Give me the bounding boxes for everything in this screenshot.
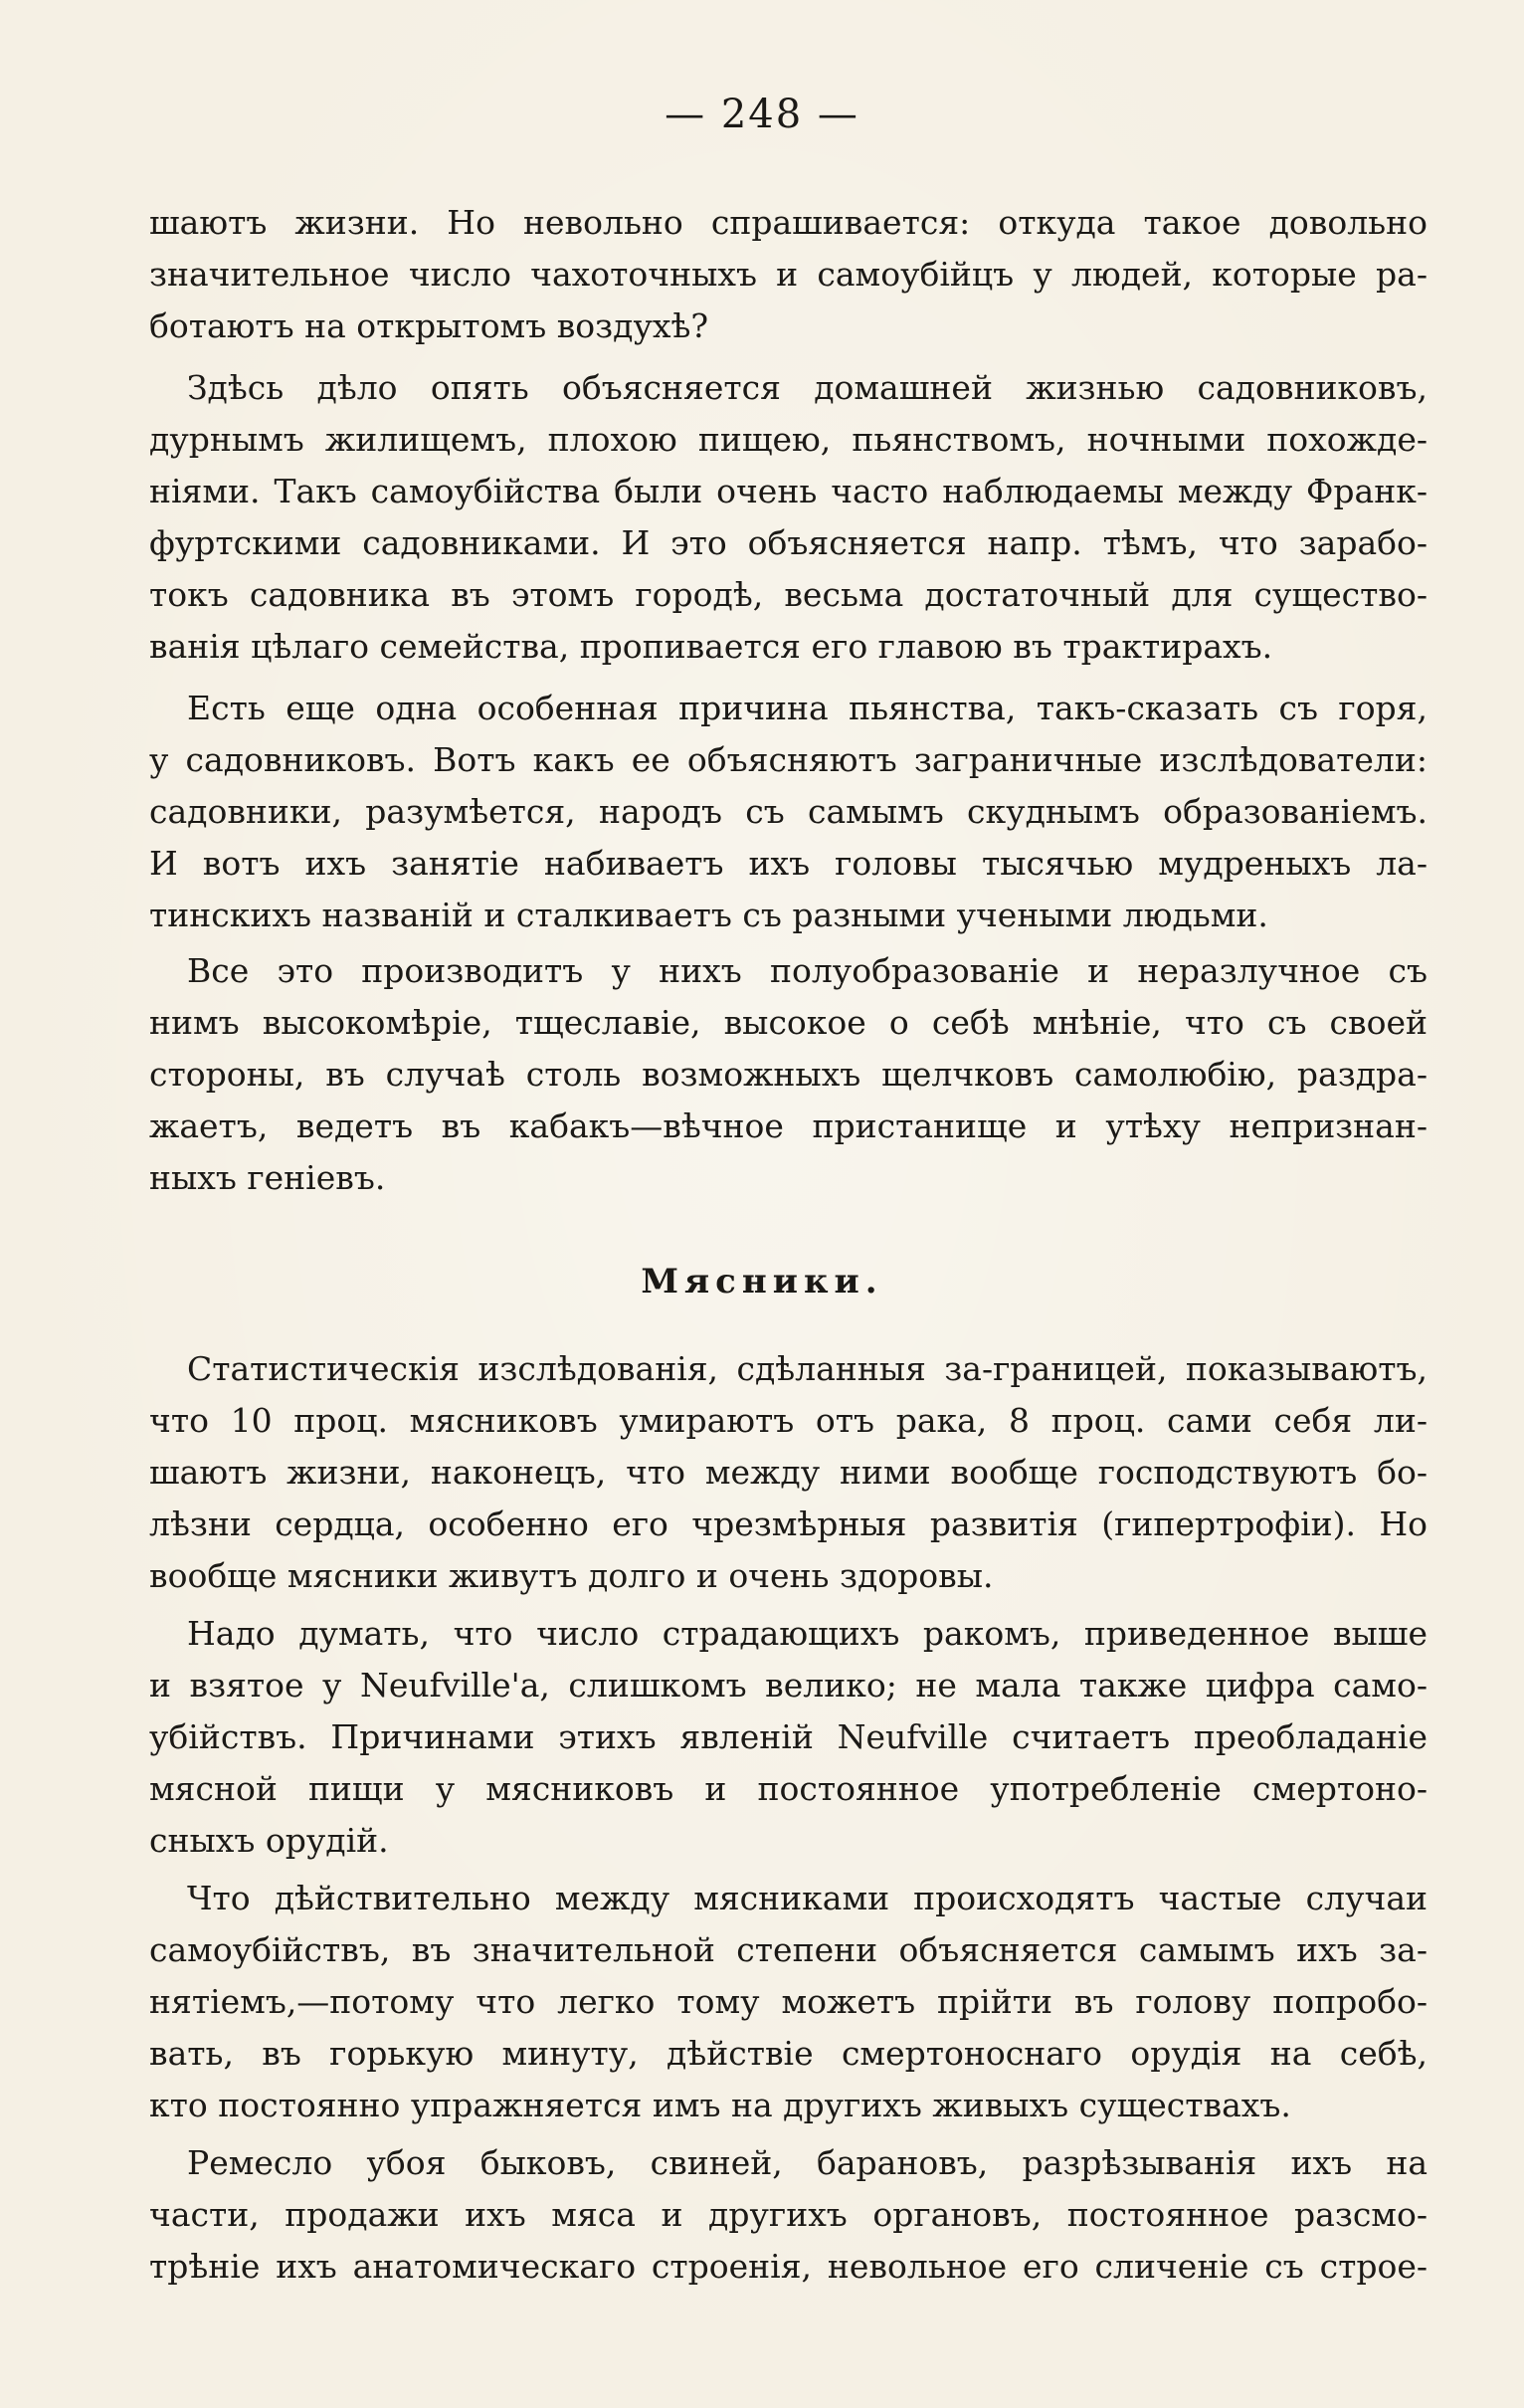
section-paragraph-3 xyxy=(149,1873,1428,2131)
text-line: стороны, въ случаѣ столь возможныхъ щелчковъ самолюбію, раздра- xyxy=(149,1055,1428,1094)
text-line: Надо думать, что число страдающихъ ракомъ, приведенное выше xyxy=(187,1614,1428,1653)
text-line: ныхъ геніевъ. xyxy=(149,1158,386,1197)
text-line: токъ садовника въ этомъ городѣ, весьма достаточный для существо- xyxy=(149,575,1428,614)
text-line: кто постоянно упражняется имъ на другихъ живыхъ существахъ. xyxy=(149,2086,1291,2124)
text-line: тинскихъ названій и сталкиваетъ съ разными учеными людьми. xyxy=(149,896,1268,934)
text-line: садовники, разумѣется, народъ съ самымъ скуднымъ образованіемъ. xyxy=(149,792,1428,831)
section-paragraph-1 xyxy=(149,1343,1428,1602)
text-line: нимъ высокомѣріе, тщеславіе, высокое о себѣ мнѣніе, что съ своей xyxy=(149,1003,1428,1042)
section-paragraph-2 xyxy=(149,1608,1428,1867)
text-line: ботаютъ на открытомъ воздухѣ? xyxy=(149,306,709,345)
text-line: Что дѣйствительно между мясниками происходятъ частые случаи xyxy=(187,1879,1428,1917)
text-line: лѣзни сердца, особенно его чрезмѣрныя развитія (гипертрофіи). Но xyxy=(149,1505,1428,1543)
text-line: части, продажи ихъ мяса и другихъ органовъ, постоянное разсмо- xyxy=(149,2195,1428,2234)
text-line: Все это производитъ у нихъ полуобразованіе и неразлучное съ xyxy=(187,951,1428,990)
paragraph-1 xyxy=(149,197,1428,352)
text-line: мясной пищи у мясниковъ и постоянное употребленіе смертоно- xyxy=(149,1769,1428,1808)
text-line: ванія цѣлаго семейства, пропивается его главою въ трактирахъ. xyxy=(149,627,1273,666)
text-line: Есть еще одна особенная причина пьянства, такъ-сказать съ горя, xyxy=(187,689,1428,727)
text-line: самоубійствъ, въ значительной степени объясняется самымъ ихъ за- xyxy=(149,1930,1428,1969)
text-line: значительное число чахоточныхъ и самоубійцъ у людей, которые ра- xyxy=(149,255,1428,294)
text-line: сныхъ орудій. xyxy=(149,1821,389,1860)
paragraph-4 xyxy=(149,945,1428,1204)
text-line: шаютъ жизни. Но невольно спрашивается: откуда такое довольно xyxy=(149,203,1428,242)
text-line: ніями. Такъ самоубійства были очень часто наблюдаемы между Франк- xyxy=(149,472,1428,510)
text-line: и взятое у Neufville'a, слишкомъ велико; не мала также цифра само- xyxy=(149,1666,1428,1705)
paragraph-3 xyxy=(149,683,1428,941)
text-line: трѣніе ихъ анатомическаго строенія, невольное его сличеніе съ строе- xyxy=(149,2247,1428,2286)
text-line: у садовниковъ. Вотъ какъ ее объясняютъ заграничные изслѣдователи: xyxy=(149,740,1428,779)
section-paragraph-4 xyxy=(149,2137,1428,2293)
text-line: фуртскими садовниками. И это объясняется напр. тѣмъ, что зарабо- xyxy=(149,523,1428,562)
paragraph-2 xyxy=(149,362,1428,673)
text-line: Здѣсь дѣло опять объясняется домашней жизнью садовниковъ, xyxy=(187,368,1428,407)
text-line: Ремесло убоя быковъ, свиней, барановъ, разрѣзыванія ихъ на xyxy=(187,2143,1428,2182)
text-line: шаютъ жизни, наконецъ, что между ними вообще господствуютъ бо- xyxy=(149,1453,1428,1492)
section-heading: Мясники. xyxy=(641,1262,883,1302)
text-line: нятіемъ,—потому что легко тому можетъ прійти въ голову попробо- xyxy=(149,1982,1428,2021)
text-line: вать, въ горькую минуту, дѣйствіе смертоноснаго орудія на себѣ, xyxy=(149,2034,1428,2073)
page-number: — 248 — xyxy=(665,92,859,137)
text-line: жаетъ, ведетъ въ кабакъ—вѣчное пристанище и утѣху непризнан- xyxy=(149,1106,1428,1145)
text-line: убійствъ. Причинами этихъ явленій Neufville считаетъ преобладаніе xyxy=(149,1717,1428,1756)
text-line: Статистическія изслѣдованія, сдѣланныя за-границей, показываютъ, xyxy=(187,1349,1428,1388)
text-line: дурнымъ жилищемъ, плохою пищею, пьянствомъ, ночными похожде- xyxy=(149,420,1428,459)
text-line: что 10 проц. мясниковъ умираютъ отъ рака, 8 проц. сами себя ли- xyxy=(149,1401,1428,1440)
text-line: вообще мясники живутъ долго и очень здоровы. xyxy=(149,1556,994,1595)
text-line: И вотъ ихъ занятіе набиваетъ ихъ головы тысячью мудреныхъ ла- xyxy=(149,844,1428,883)
